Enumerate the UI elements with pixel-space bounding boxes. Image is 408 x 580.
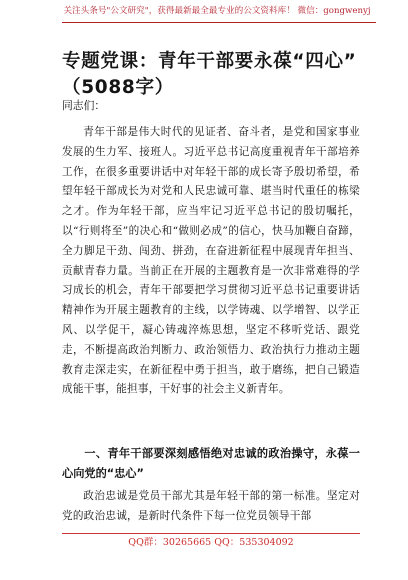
header-banner: 关注头条号"公文研究"，获得最新最全最专业的公文资料库！ 微信：gongwenyj [63,6,371,16]
document-title: 专题党课：青年干部要永葆“四心” [62,51,357,72]
salutation: 同志们： [62,99,106,112]
paragraph-intro: 青年干部是伟大时代的见证者、奋斗者，是党和国家事业发展的生力军、接班人。习近平总书记高度重视青年干部培养工作，在很多重要讲话中对年轻干部的成长寄予殷切希望，希望年轻干部成长为对党和人民忠诚可靠、堪当时代重任的栋梁之才。作为年轻干部，应当牢记习近平总书记的殷切嘱托，以“行则将至”的决心和“做则必成”的信心，快马加鞭自奋蹄，全力脚足干劲、闯劲、拼劲，在奋进新征程中展现青年担当、贡献青春力量。当前正在开展的主题教育是一次非常难得的学习成长的机会，青年干部要把学习贯彻习近平总书记重要讲话精神作为开展主题教育的主线，以学铸魂、以学增智、以学正风、以学促干，凝心铸魂淬炼思想，坚定不移听党话、跟党走，不断提高政治判断力、政治领悟力、政治执行力推动主题教育走深走实，在新征程中勇于担当，敢于磨练，把自己锻造成能干事，能担事，干好事的社会主义新青年。 [62,126,360,396]
header-divider [62,22,376,23]
footer-divider [62,533,360,534]
footer-contact: QQ群：30265665 QQ：535304092 [128,537,294,548]
section-heading-1: 一、青年干部要深刻感悟绝对忠诚的政治操守，永葆一心向党的“忠心” [62,447,360,480]
document-title-wordcount: （5088字） [62,77,174,98]
paragraph-section1: 政治忠诚是党员干部尤其是年轻干部的第一标准。坚定对党的政治忠诚，是新时代条件下每一位党员领导干部 [62,490,360,522]
